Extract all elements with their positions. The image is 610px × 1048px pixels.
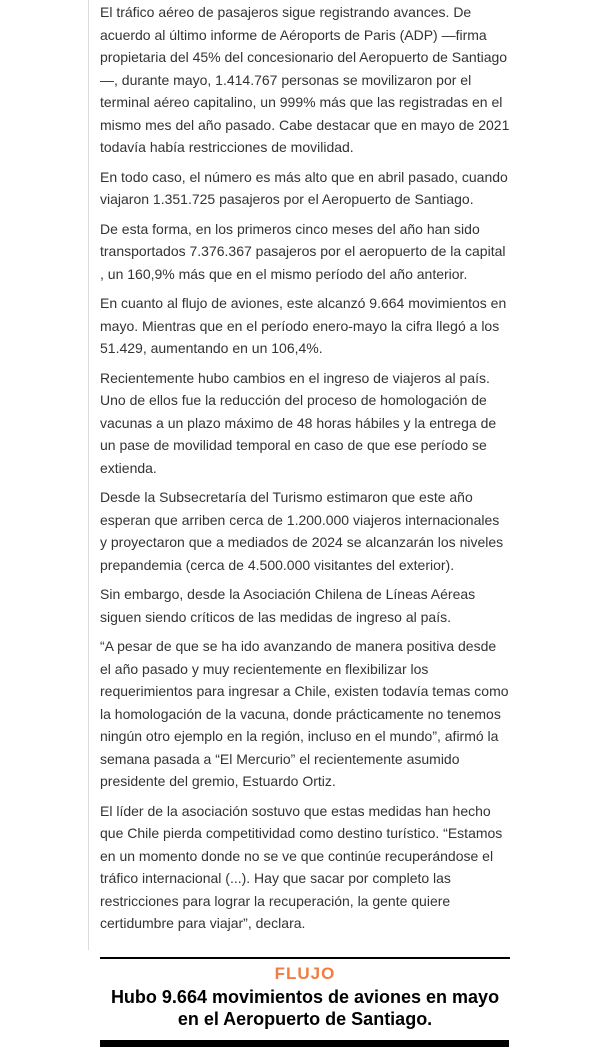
article-paragraph: Recientemente hubo cambios en el ingreso de viajeros al país. Uno de ellos fue la reducción del proceso de homologación de vacunas a un plazo máximo de 48 horas hábiles y la entrega de un pase de movilidad temporal en caso de que ese período se extienda. [100,369,497,476]
caption-bottom-rule [100,1040,509,1047]
figure-kicker: FLUJO [274,963,336,983]
article-paragraph: En cuanto al flujo de aviones, este alcanzó 9.664 movimientos en mayo. Mientras que en el período enero-mayo la cifra llegó a los 51.429, aumentando en un 106,4%. [100,295,507,356]
figure-caption-block [100,957,510,1047]
article-paragraph: “A pesar de que se ha ido avanzando de manera positiva desde el año pasado y muy recientemente en flexibilizar los requerimientos para ingresar a Chile, existen todavía temas como la homologación de la vacuna, donde prácticamente no tenemos ningún otro ejemplo en la región, incluso en el mundo”, afirmó la semana pasada a “El Mercurio” el recientemente asumido presidente del gremio, Estuardo Ortiz. [100,638,509,789]
article-paragraph: Sin embargo, desde la Asociación Chilena de Líneas Aéreas siguen siendo críticos de las medidas de ingreso al país. [100,586,476,625]
article-paragraph: En todo caso, el número es más alto que en abril pasado, cuando viajaron 1.351.725 pasajeros por el Aeropuerto de Santiago. [100,168,508,207]
article-paragraph: De esta forma, en los primeros cinco meses del año han sido transportados 7.376.367 pasajeros por el aeropuerto de la capital , un 160,9% más que en el mismo período del año anterior. [100,220,506,282]
figure-caption: Hubo 9.664 movimientos de aviones en mayo en el Aeropuerto de Santiago. [110,986,500,1029]
paragraph-container [100,1,510,935]
caption-top-rule [100,957,510,959]
vertical-divider-rule [88,0,89,950]
article-body [100,1,510,1047]
article-paragraph: Desde la Subsecretaría del Turismo estimaron que este año esperan que arriben cerca de 1.200.000 viajeros internacionales y proyectaron que a mediados de 2024 se alcanzarán los niveles prepandemia (cerca de 4.500.000 visitantes del exterior). [100,489,504,573]
article-paragraph: El tráfico aéreo de pasajeros sigue registrando avances. De acuerdo al último informe de Aéroports de Paris (ADP) —firma propietaria del 45% del concesionario del Aeropuerto de Santiago —, durante mayo, 1.414.767 personas se movilizaron por el terminal aéreo capitalino, un 999% más que las registradas en el mismo mes del año pasado. Cabe destacar que en mayo de 2021 todavía había restricciones de movilidad. [100,4,510,155]
article-paragraph: El líder de la asociación sostuvo que estas medidas han hecho que Chile pierda competitividad como destino turístico. “Estamos en un momento donde no se ve que continúe recuperándose el tráfico internacional (...). Hay que sacar por completo las restricciones para lograr la recuperación, la gente quiere certidumbre para viajar”, declara. [100,802,503,931]
